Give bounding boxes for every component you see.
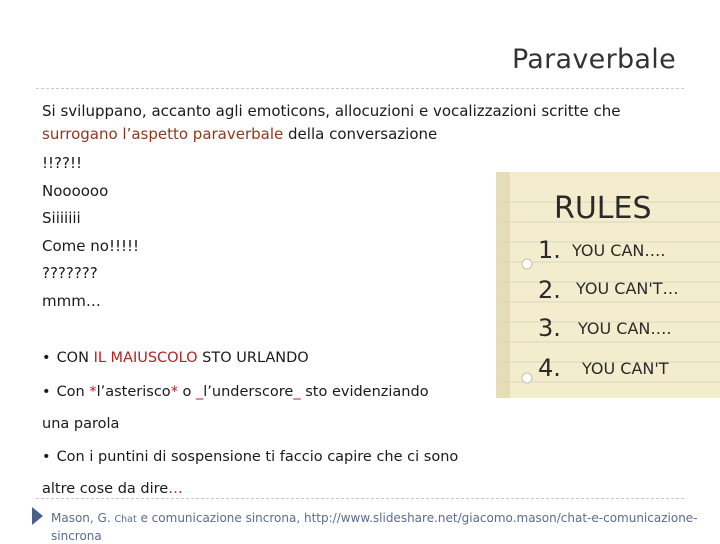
- asterisk-mark: *: [89, 384, 97, 400]
- bullet-text: altre cose da dire: [42, 481, 169, 497]
- bullet-dot: •: [42, 384, 51, 400]
- rule-number: 1.: [538, 236, 561, 264]
- bullet-maiuscolo: [42, 350, 309, 366]
- intro-line1: Si sviluppano, accanto agli emoticons, allocuzioni e vocalizzazioni scritte che: [42, 102, 621, 120]
- bullet-text: Con: [56, 384, 90, 400]
- ellipsis-mark: …: [168, 481, 183, 497]
- binder-hole: [522, 373, 532, 383]
- example-item: Come no!!!!!: [42, 236, 140, 255]
- bullet-red-text: IL MAIUSCOLO: [93, 350, 198, 366]
- underscore-mark: _: [293, 384, 301, 400]
- citation-link[interactable]: e comunicazione sincrona, http://www.slideshare.net/giacomo.mason/chat-e-comunicazione-: [136, 511, 698, 525]
- bullet-text: l’underscore: [203, 384, 294, 400]
- citation: [51, 510, 720, 544]
- asterisk-mark: *: [170, 384, 178, 400]
- example-item: !!??!!: [42, 154, 82, 172]
- examples-list: [42, 150, 139, 315]
- triangle-arrow-icon: [32, 507, 43, 525]
- citation-text: Chat: [114, 514, 137, 525]
- bullet-dot: •: [42, 350, 51, 366]
- rule-text: YOU CAN'T: [582, 359, 669, 378]
- underscore-mark: _: [196, 384, 204, 400]
- intro-text: [42, 100, 652, 146]
- bullet-asterisco: [42, 384, 429, 400]
- rule-number: 3.: [538, 314, 561, 342]
- bullet-text: STO URLANDO: [197, 350, 309, 366]
- bullet-text: CON: [56, 350, 94, 366]
- bullet-text: l’asterisco: [96, 384, 171, 400]
- binder-hole: [522, 259, 532, 269]
- rules-notebook-image: [496, 172, 720, 398]
- rule-number: 4.: [538, 354, 561, 382]
- bullet-text: sto evidenziando: [300, 384, 429, 400]
- bottom-divider: [36, 498, 684, 499]
- rule-text: YOU CAN….: [578, 319, 672, 338]
- bullet-text: o: [177, 384, 197, 400]
- bullet-continuation: una parola: [42, 416, 120, 432]
- rules-title: RULES: [554, 191, 652, 226]
- citation-text: Mason, G.: [51, 511, 115, 525]
- example-item: Siiiiiii: [42, 209, 81, 227]
- rule-text: YOU CAN….: [572, 241, 666, 260]
- intro-highlight: surrogano l’aspetto paraverbale: [42, 125, 284, 143]
- bullet-continuation: [42, 481, 183, 497]
- slide-title: Paraverbale: [511, 44, 676, 75]
- example-item: ???????: [42, 264, 98, 282]
- bullet-text: Con i puntini di sospensione ti faccio capire che ci sono: [56, 449, 459, 465]
- top-divider: [36, 88, 684, 89]
- bullet-dot: •: [42, 449, 51, 465]
- paper-margin: [496, 172, 510, 398]
- rule-text: YOU CAN'T…: [576, 279, 679, 298]
- bullet-puntini: [42, 449, 458, 465]
- citation-link-cont[interactable]: sincrona: [51, 529, 102, 543]
- example-item: Noooooo: [42, 181, 109, 200]
- intro-line2-rest: della conversazione: [283, 125, 438, 143]
- example-item: mmm…: [42, 291, 101, 310]
- rule-number: 2.: [538, 276, 561, 304]
